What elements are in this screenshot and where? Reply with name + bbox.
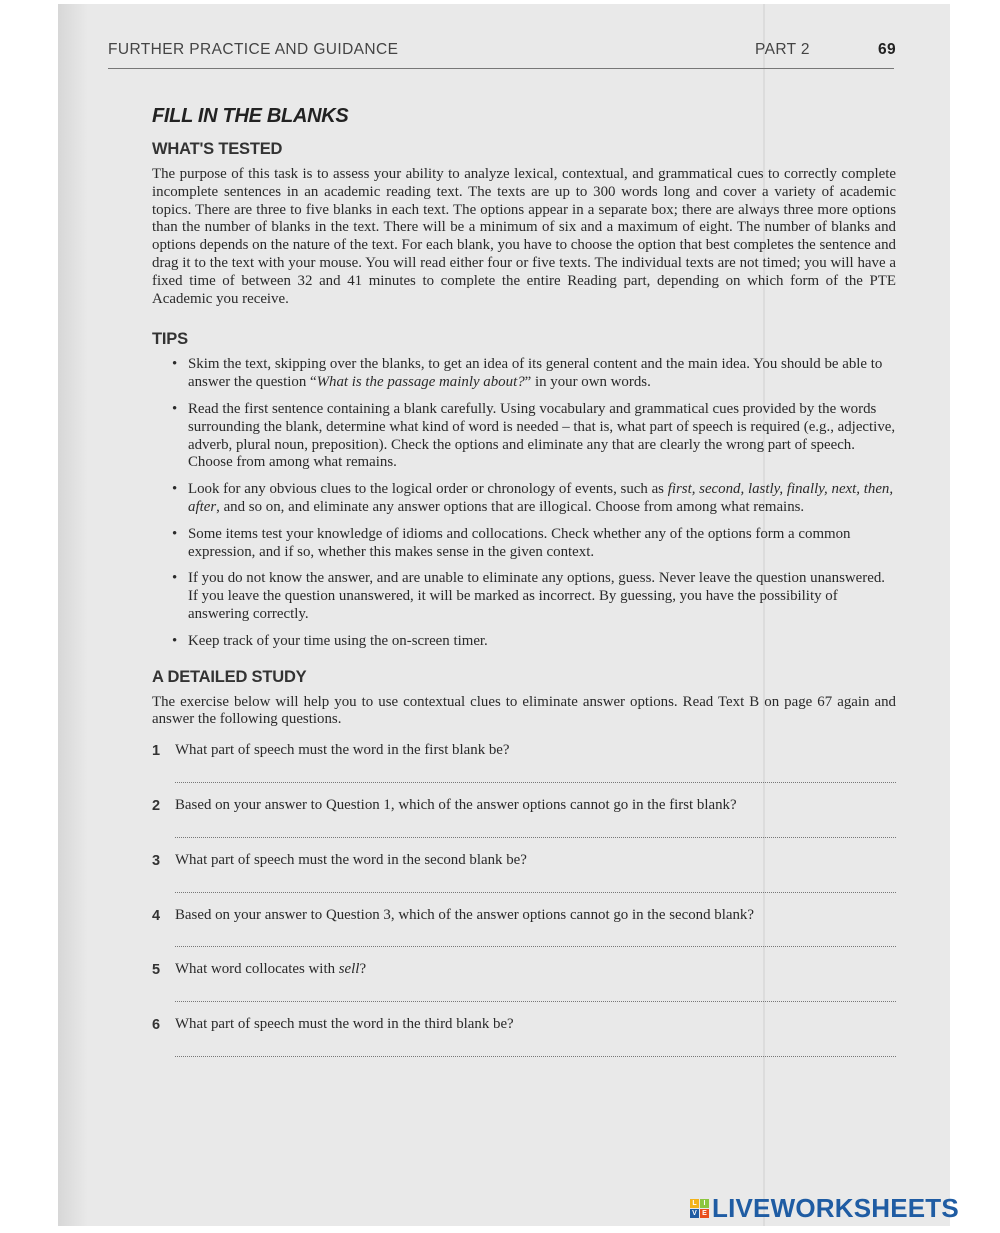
question-text: Based on your answer to Question 1, which of the answer options cannot go in the first blank? — [175, 796, 737, 813]
liveworksheets-logo[interactable] — [690, 1193, 959, 1224]
bullet-icon: • — [172, 632, 178, 649]
tip-item — [172, 481, 896, 517]
question-5 — [152, 961, 896, 1002]
answer-line[interactable] — [175, 770, 896, 783]
logo-icon — [690, 1199, 709, 1218]
tip-item — [172, 570, 896, 623]
answer-line[interactable] — [175, 934, 896, 947]
page-fold-shadow — [58, 4, 88, 1226]
tip-item — [172, 400, 896, 472]
answer-line[interactable] — [175, 989, 896, 1002]
question-text-part: What word collocates with — [175, 961, 339, 978]
question-number: 6 — [152, 1017, 161, 1034]
tip-text: , and so on, and eliminate any answer options that are illogical. Choose from among what remains. — [216, 498, 805, 515]
bullet-icon: • — [172, 525, 178, 542]
detailed-study-heading: A DETAILED STUDY — [152, 667, 307, 686]
logo-letter: L — [690, 1199, 699, 1208]
tip-italic: first, second, lastly, finally, next, then, after — [188, 481, 894, 515]
question-text — [175, 961, 896, 979]
tip-item — [172, 356, 896, 392]
answer-line[interactable] — [175, 880, 896, 893]
question-number: 4 — [152, 907, 161, 924]
question-text: What part of speech must the word in the third blank be? — [175, 1016, 514, 1033]
page-number: 69 — [877, 41, 896, 58]
tip-text: Keep track of your time using the on-screen timer. — [188, 632, 488, 649]
tip-text: Look for any obvious clues to the logical order or chronology of events, such as — [188, 481, 668, 498]
question-1 — [152, 742, 896, 783]
question-italic: sell — [338, 961, 360, 978]
question-text: Based on your answer to Question 3, which of the answer options cannot go in the second blank? — [175, 906, 754, 923]
tip-item — [172, 525, 896, 562]
whats-tested-heading: WHAT'S TESTED — [152, 140, 283, 158]
answer-line[interactable] — [175, 825, 896, 838]
running-head-part: PART 2 — [755, 41, 810, 58]
question-number: 3 — [152, 852, 161, 869]
tip-italic: What is the passage mainly about? — [316, 374, 525, 391]
question-text-part: ? — [359, 961, 367, 978]
question-4 — [152, 907, 896, 948]
detailed-study-intro: The exercise below will help you to use contextual clues to eliminate answer options. Read Text B on page 67 again and answer the following questions. — [152, 693, 896, 728]
bullet-icon: • — [172, 481, 178, 498]
question-6 — [152, 1016, 896, 1057]
question-3 — [152, 852, 896, 893]
question-number: 5 — [152, 962, 161, 979]
tips-list — [152, 356, 896, 650]
question-list — [152, 742, 896, 1057]
bullet-icon: • — [172, 400, 178, 417]
tip-text: Some items test your knowledge of idioms and collocations. Check whether any of the options form a common expression, and if so, whether this makes sense in the given context. — [188, 525, 851, 560]
question-number: 1 — [152, 743, 161, 760]
bullet-icon: • — [172, 356, 178, 373]
tip-text: If you do not know the answer, and are unable to eliminate any options, guess. Never leave the question unanswered. If you leave the question unanswered, it will be marked as incorrect. By guessing, you have the possibility of answering correctly. — [188, 570, 885, 622]
question-2 — [152, 797, 896, 838]
tips-heading: TIPS — [152, 330, 188, 349]
tip-item — [172, 632, 896, 651]
tip-text: Read the first sentence containing a blank carefully. Using vocabulary and grammatical cues provided by the words surrounding the blank, determine what kind of word is needed – that is, what part of speech is required (e.g., adjective, adverb, plural noun, preposition). Check the options and eliminate any that are clearly the wrong part of speech. Choose from among what remains. — [188, 400, 896, 471]
logo-text: LIVEWORKSHEETS — [712, 1193, 959, 1223]
page-content — [152, 105, 896, 1071]
bullet-icon: • — [172, 570, 178, 587]
tip-text: Skim the text, skipping over the blanks, to get an idea of its general content and the main idea. You should be able to answer the question “ — [188, 356, 883, 391]
question-text: What part of speech must the word in the second blank be? — [175, 851, 527, 868]
section-title: FILL IN THE BLANKS — [152, 105, 349, 127]
running-head-title: FURTHER PRACTICE AND GUIDANCE — [108, 41, 399, 58]
logo-letter: V — [690, 1209, 699, 1218]
logo-letter: I — [700, 1199, 709, 1208]
logo-letter: E — [700, 1209, 709, 1218]
answer-line[interactable] — [175, 1044, 896, 1057]
whats-tested-text: The purpose of this task is to assess your ability to analyze lexical, contextual, and grammatical cues to correctly complete incomplete sentences in an academic reading text. The texts are up to 300 words long and cover a variety of academic topics. There are three to five blanks in each text. The options appear in a separate box; there are always three more options than the number of blanks in the text. There will be a minimum of six and a maximum of eight. The number of blanks and options depends on the nature of the text. For each blank, you have to choose the option that best completes the sentence and drag it to the text with your mouse. You will read either four or five texts. The individual texts are not timed; you will have a fixed time of between 32 and 41 minutes to complete the entire Reading part, depending on which form of the PTE Academic you receive. — [152, 166, 896, 307]
header-divider — [108, 68, 894, 69]
tip-text: ” in your own words. — [524, 374, 651, 391]
question-number: 2 — [152, 797, 161, 814]
question-text: What part of speech must the word in the first blank be? — [175, 742, 510, 759]
